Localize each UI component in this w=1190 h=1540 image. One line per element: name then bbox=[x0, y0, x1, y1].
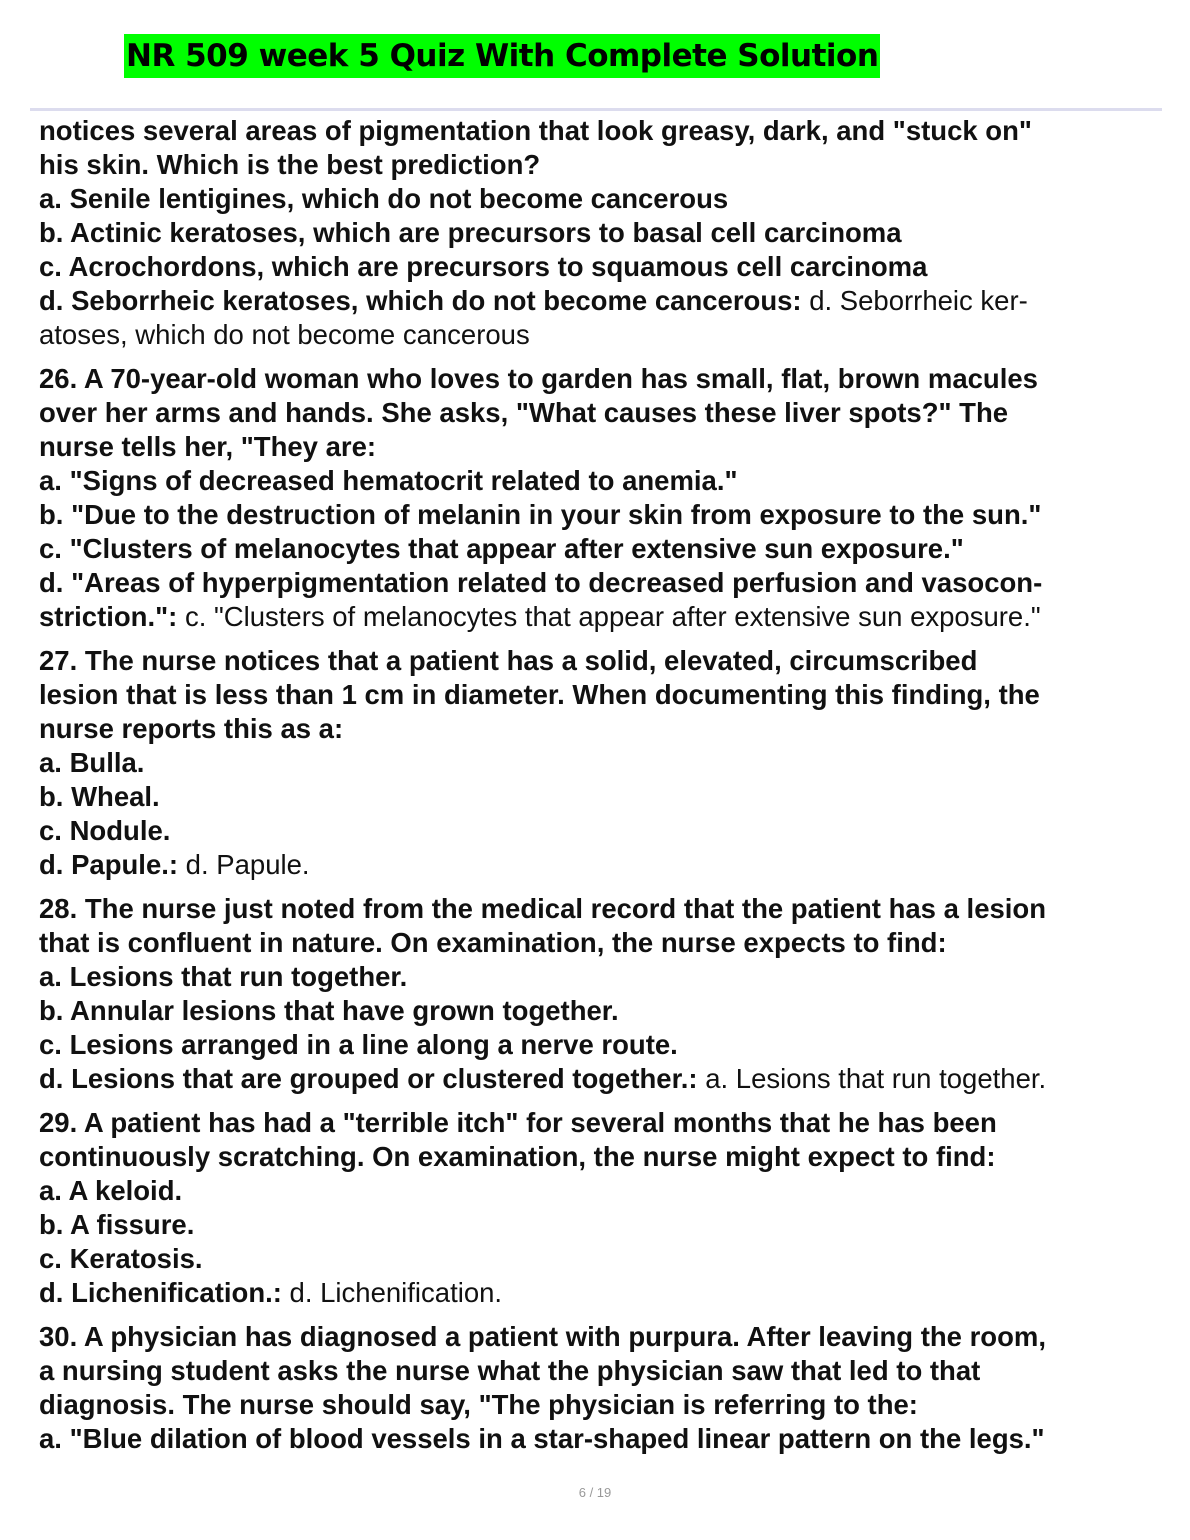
question-line: nurse tells her, "They are: bbox=[39, 431, 377, 462]
document-title: NR 509 week 5 Quiz With Complete Solution bbox=[124, 34, 880, 78]
question-line: 27. The nurse notices that a patient has a solid, elevated, circumscribed bbox=[39, 645, 978, 676]
question-line: 26. A 70-year-old woman who loves to garden has small, flat, brown macules bbox=[39, 363, 1038, 394]
option-a: a. Senile lentigines, which do not become cancerous bbox=[39, 183, 729, 214]
question-line: nurse reports this as a: bbox=[39, 713, 344, 744]
option-d-with-answer bbox=[39, 1062, 1159, 1096]
option-d-continued: striction.": bbox=[39, 601, 178, 632]
answer-text: d. Seborrheic ker- bbox=[801, 285, 1028, 316]
question-29 bbox=[39, 1106, 1159, 1310]
answer-text: d. Papule. bbox=[178, 849, 310, 880]
option-a: a. "Signs of decreased hematocrit related to anemia." bbox=[39, 465, 738, 496]
option-b: b. Actinic keratoses, which are precursors to basal cell carcinoma bbox=[39, 217, 902, 248]
quiz-content bbox=[39, 114, 1159, 1466]
option-c: c. Acrochordons, which are precursors to squamous cell carcinoma bbox=[39, 251, 928, 282]
option-c: c. Keratosis. bbox=[39, 1243, 203, 1274]
option-c: c. Nodule. bbox=[39, 815, 171, 846]
header-divider bbox=[30, 108, 1162, 111]
option-d-with-answer bbox=[39, 284, 1159, 318]
question-line: 29. A patient has had a "terrible itch" for several months that he has been bbox=[39, 1107, 997, 1138]
option-d-with-answer bbox=[39, 1276, 1159, 1310]
answer-text-continued: atoses, which do not become cancerous bbox=[39, 319, 530, 350]
option-a: a. Bulla. bbox=[39, 747, 145, 778]
question-line: lesion that is less than 1 cm in diameter. When documenting this finding, the bbox=[39, 679, 1040, 710]
question-line: continuously scratching. On examination, the nurse might expect to find: bbox=[39, 1141, 996, 1172]
option-d: d. Seborrheic keratoses, which do not become cancerous: bbox=[39, 285, 802, 316]
option-d: d. "Areas of hyperpigmentation related to decreased perfusion and vasocon- bbox=[39, 567, 1043, 598]
question-line: his skin. Which is the best prediction? bbox=[39, 149, 541, 180]
option-d-with-answer bbox=[39, 848, 1159, 882]
page-indicator: 6 / 19 bbox=[578, 1485, 612, 1500]
question-line: diagnosis. The nurse should say, "The physician is referring to the: bbox=[39, 1389, 918, 1420]
question-line: 30. A physician has diagnosed a patient with purpura. After leaving the room, bbox=[39, 1321, 1046, 1352]
answer-text: a. Lesions that run together. bbox=[697, 1063, 1047, 1094]
option-c: c. "Clusters of melanocytes that appear after extensive sun exposure." bbox=[39, 533, 964, 564]
option-d: d. Lesions that are grouped or clustered together.: bbox=[39, 1063, 698, 1094]
option-a: a. "Blue dilation of blood vessels in a star-shaped linear pattern on the legs." bbox=[39, 1423, 1045, 1454]
option-a: a. A keloid. bbox=[39, 1175, 183, 1206]
answer-text: c. "Clusters of melanocytes that appear after extensive sun exposure." bbox=[177, 601, 1041, 632]
option-b: b. "Due to the destruction of melanin in your skin from exposure to the sun." bbox=[39, 499, 1042, 530]
option-c: c. Lesions arranged in a line along a nerve route. bbox=[39, 1029, 678, 1060]
question-30 bbox=[39, 1320, 1159, 1456]
question-line: notices several areas of pigmentation that look greasy, dark, and "stuck on" bbox=[39, 115, 1032, 146]
option-a: a. Lesions that run together. bbox=[39, 961, 408, 992]
option-d: d. Lichenification.: bbox=[39, 1277, 282, 1308]
option-d-with-answer bbox=[39, 600, 1159, 634]
option-b: b. A fissure. bbox=[39, 1209, 195, 1240]
question-line: that is confluent in nature. On examination, the nurse expects to find: bbox=[39, 927, 947, 958]
question-26 bbox=[39, 362, 1159, 634]
option-b: b. Annular lesions that have grown together. bbox=[39, 995, 619, 1026]
option-d: d. Papule.: bbox=[39, 849, 179, 880]
question-line: a nursing student asks the nurse what the physician saw that led to that bbox=[39, 1355, 981, 1386]
answer-text: d. Lichenification. bbox=[281, 1277, 503, 1308]
question-25-continued bbox=[39, 114, 1159, 352]
question-line: 28. The nurse just noted from the medical record that the patient has a lesion bbox=[39, 893, 1047, 924]
question-28 bbox=[39, 892, 1159, 1096]
option-b: b. Wheal. bbox=[39, 781, 160, 812]
question-27 bbox=[39, 644, 1159, 882]
question-line: over her arms and hands. She asks, "What causes these liver spots?" The bbox=[39, 397, 1009, 428]
